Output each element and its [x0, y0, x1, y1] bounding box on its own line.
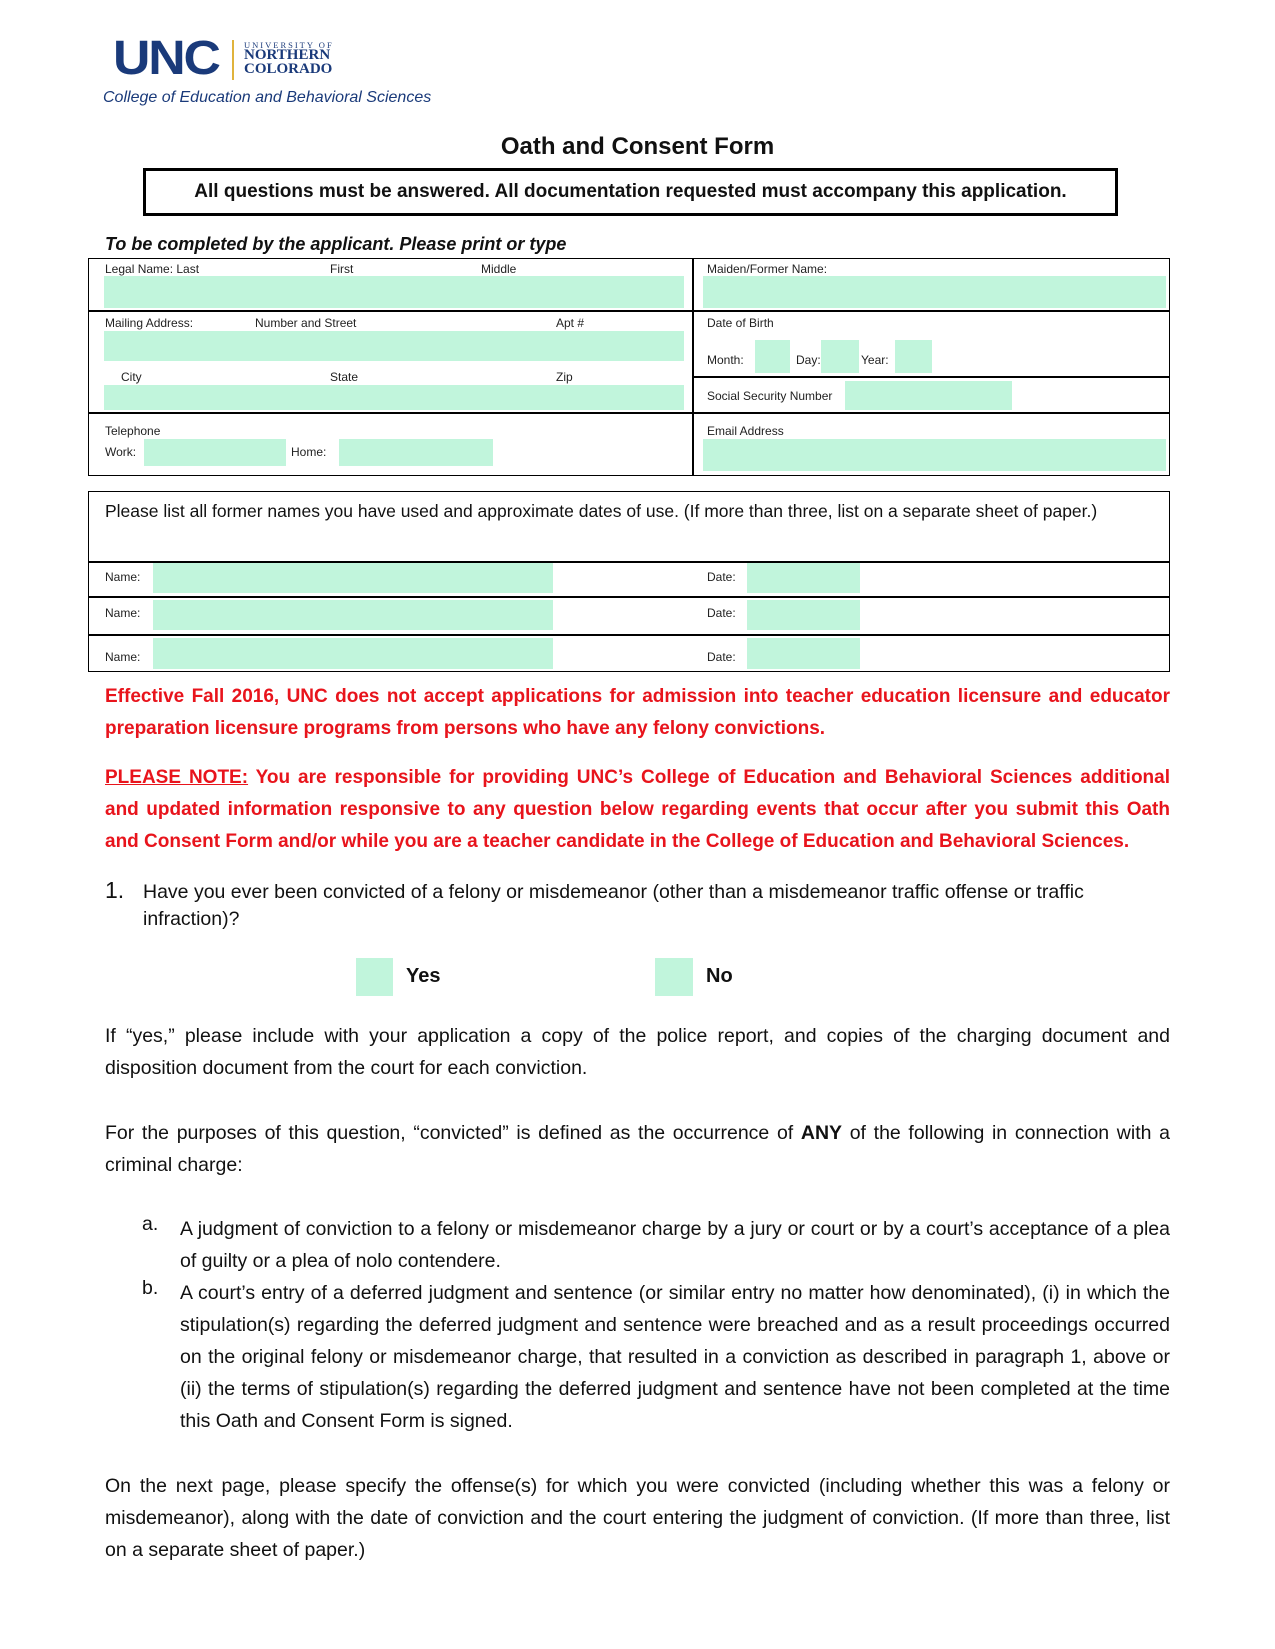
home-phone-label: Home: [291, 445, 327, 459]
applicant-instruction: To be completed by the applicant. Please print or type [105, 234, 567, 254]
definition-text-b: of the following in connection with a criminal charge: [105, 1122, 1170, 1176]
work-phone-label: Work: [105, 445, 137, 459]
definition-emphasis: ANY [800, 1122, 843, 1144]
month-label: Month: [707, 353, 744, 367]
former-names-divider [88, 634, 1170, 636]
former-name-label: Name: [105, 570, 141, 584]
legal-name-field[interactable] [104, 276, 684, 308]
college-name: College of Education and Behavioral Sciences [103, 89, 432, 106]
logo-university-of: UNIVERSITY OF [244, 40, 334, 50]
list-item-b: A court’s entry of a deferred judgment and sentence (or similar entry no matter how denominated), (i) in which the stipulation(s) regarding the deferred judgment and sentence were breached and as a result proceedings occurred on the original felony or misdemeanor charge, that resulted in a conviction as described in paragraph 1, above or (ii) the terms of stipulation(s) regarding the deferred judgment and sentence have not been completed at the time this Oath and Consent Form is signed. [180, 1282, 1170, 1432]
logo-divider [232, 40, 234, 80]
year-label: Year: [861, 353, 889, 367]
logo-northern: NORTHERN [244, 47, 331, 63]
former-date-label: Date: [707, 650, 736, 664]
definition-text-a: For the purposes of this question, “convicted” is defined as the occurrence of [105, 1122, 801, 1144]
please-note-label: PLEASE NOTE: [105, 767, 249, 788]
felony-policy-notice: Effective Fall 2016, UNC does not accept applications for admission into teacher education licensure and educator preparation licensure programs from persons who have any felony convictions. [105, 686, 1170, 739]
former-date-label: Date: [707, 570, 736, 584]
former-date-label: Date: [707, 606, 736, 620]
former-date-field-1[interactable] [747, 563, 860, 593]
no-label: No [706, 965, 733, 987]
former-date-field-2[interactable] [747, 600, 860, 630]
former-name-label: Name: [105, 606, 141, 620]
list-item-letter: b. [142, 1277, 159, 1299]
ssn-label: Social Security Number [707, 389, 833, 403]
list-item-letter: a. [142, 1213, 159, 1235]
dob-year-field[interactable] [895, 340, 932, 373]
dob-month-field[interactable] [755, 340, 790, 373]
zip-label: Zip [556, 370, 573, 384]
list-item-a: A judgment of conviction to a felony or misdemeanor charge by a jury or court or by a court’s acceptance of a plea of guilty or a plea of nolo contendere. [180, 1218, 1170, 1272]
middle-name-label: Middle [481, 262, 517, 276]
city-label: City [121, 370, 142, 384]
next-page-instruction: On the next page, please specify the offense(s) for which you were convicted (including whether this was a felony or misdemeanor), along with the date of conviction and the court entering the judgment of conviction. (If more than three, list on a separate sheet of paper.) [105, 1475, 1170, 1561]
apt-label: Apt # [556, 316, 585, 330]
convicted-definition [105, 1117, 1170, 1181]
former-names-instruction: Please list all former names you have used and approximate dates of use. (If more than three, list on a separate sheet of paper.) [105, 501, 1098, 521]
former-name-label: Name: [105, 650, 141, 664]
mailing-address-label: Mailing Address: [105, 316, 194, 330]
no-checkbox[interactable] [655, 958, 693, 996]
day-label: Day: [796, 353, 821, 367]
street-address-field[interactable] [104, 331, 684, 361]
city-state-zip-field[interactable] [104, 385, 684, 410]
unc-logo-wordmark: UNC [113, 32, 219, 85]
dob-label: Date of Birth [707, 316, 774, 330]
former-names-divider [88, 596, 1170, 598]
email-field[interactable] [703, 439, 1166, 471]
yes-checkbox[interactable] [356, 958, 393, 996]
yes-label: Yes [406, 965, 441, 987]
former-name-field-2[interactable] [153, 600, 553, 630]
question-number: 1. [105, 877, 125, 903]
applicant-row-divider [88, 412, 1170, 414]
work-phone-field[interactable] [144, 439, 286, 466]
maiden-name-field[interactable] [703, 276, 1166, 308]
state-label: State [330, 370, 359, 384]
dob-ssn-divider [692, 376, 1170, 378]
applicant-row-divider [88, 310, 1170, 312]
legal-name-last-label: Legal Name: Last [105, 262, 200, 276]
maiden-name-label: Maiden/Former Name: [707, 262, 828, 276]
former-date-field-3[interactable] [747, 638, 860, 669]
notice-text: All questions must be answered. All documentation requested must accompany this application. [194, 181, 1067, 202]
email-label: Email Address [707, 424, 784, 438]
dob-day-field[interactable] [821, 340, 859, 373]
if-yes-instruction: If “yes,” please include with your application a copy of the police report, and copies of the charging document and disposition document from the court for each conviction. [105, 1025, 1170, 1079]
logo-colorado: COLORADO [244, 61, 333, 77]
first-name-label: First [330, 262, 354, 276]
page-title: Oath and Consent Form [500, 133, 775, 160]
former-name-field-1[interactable] [153, 563, 553, 593]
please-note-notice [105, 762, 1170, 858]
number-street-label: Number and Street [255, 316, 357, 330]
home-phone-field[interactable] [339, 439, 493, 466]
ssn-field[interactable] [845, 381, 1012, 410]
applicant-box-divider [692, 258, 694, 476]
question-1-text: Have you ever been convicted of a felony or misdemeanor (other than a misdemeanor traffic offense or traffic infraction)? [143, 881, 1084, 930]
please-note-text: You are responsible for providing UNC’s College of Education and Behavioral Sciences additional and updated information responsive to any question below regarding events that occur after you submit this Oath and Consent Form and/or while you are a teacher candidate in the College of Education and Behavioral Sciences. [105, 767, 1171, 852]
telephone-label: Telephone [105, 424, 161, 438]
former-name-field-3[interactable] [153, 638, 553, 669]
requirements-notice [143, 168, 1118, 216]
